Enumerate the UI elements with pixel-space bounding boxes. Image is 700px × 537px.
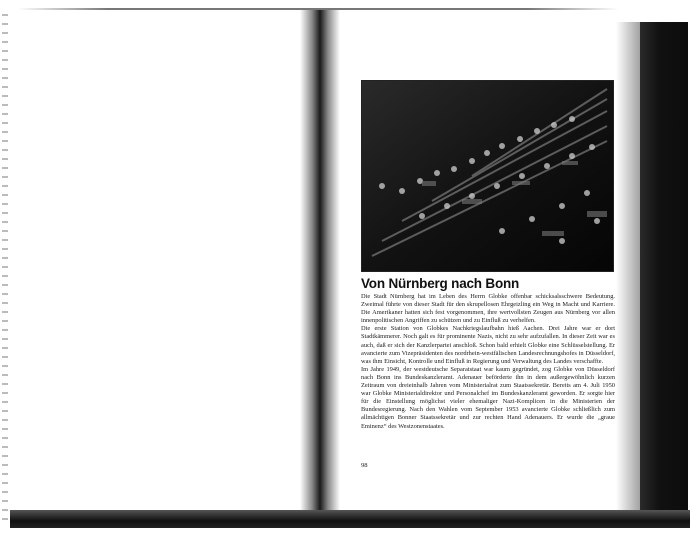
- parliament-photo: [361, 80, 614, 272]
- article-body: [361, 293, 615, 431]
- bottom-scan-shadow: [10, 510, 690, 528]
- paragraph: Im Jahre 1949, der westdeutsche Separatstaat war kaum gegründet, zog Globke von Düsseldorf nach Bonn ins Bundeskanzleramt. Adenauer beförderte ihn in dem außergewöhnlich kurzen Zeitraum von dreieinhalb Jahren vom Ministerialrat zum Staatssekretär. Bereits am 4. Juli 1950 war Globke Ministerialdirektor und Personalchef im Bundeskanzleramt geworden. Er sorgte hier für die Einstellung möglichst vieler ehemaliger Nazi-Komplicen in die Ministerien der Bundesregierung. Nach den Wahlen vom September 1953 avancierte Globke schließlich zum allmächtigen Bonner Staatssekretär und zur rechten Hand Adenauers. Er wurde die „graue Eminenz“ des Westzonenstaates.: [361, 365, 615, 430]
- paragraph: Die erste Station von Globkes Nachkriegslaufbahn hieß Aachen. Drei Jahre war er dort Stadtkämmerer. Noch galt es für prominente Nazis, nicht zu sehr aufzufallen. In dieser Zeit war es auch, daß er sich der Kanzlerpartei anschloß. Schon bald erhielt Globke eine Schlüsselstellung. Er avancierte zum Vizepräsidenten des nordrhein-westfälischen Landesrechnungshofes in Düsseldorf, was ihm Einsicht, Kontrolle und Einfluß in Regierung und Verwaltung des Landes verschaffte.: [361, 325, 615, 365]
- right-page-edge-shadow: [640, 22, 688, 512]
- left-scan-margin: [2, 14, 8, 524]
- right-edge-fade: [616, 22, 642, 512]
- paragraph: Die Stadt Nürnberg hat im Leben des Herrn Globke offenbar schicksalsschwere Bedeutung. Zweimal führte von dieser Stadt für den skrupellosen Ehrgeizling ein Weg in Macht und Karriere. Die Amerikaner hatten sich fest vorgenommen, ihre wertvollsten Zeugen aus Nürnberg vor allen innenpolitischen Angriffen zu schützen und zu Einfluß zu verhelfen.: [361, 293, 615, 325]
- book-spine-shadow: [300, 10, 340, 510]
- page-number: 98: [361, 462, 368, 469]
- article-title: Von Nürnberg nach Bonn: [361, 276, 520, 291]
